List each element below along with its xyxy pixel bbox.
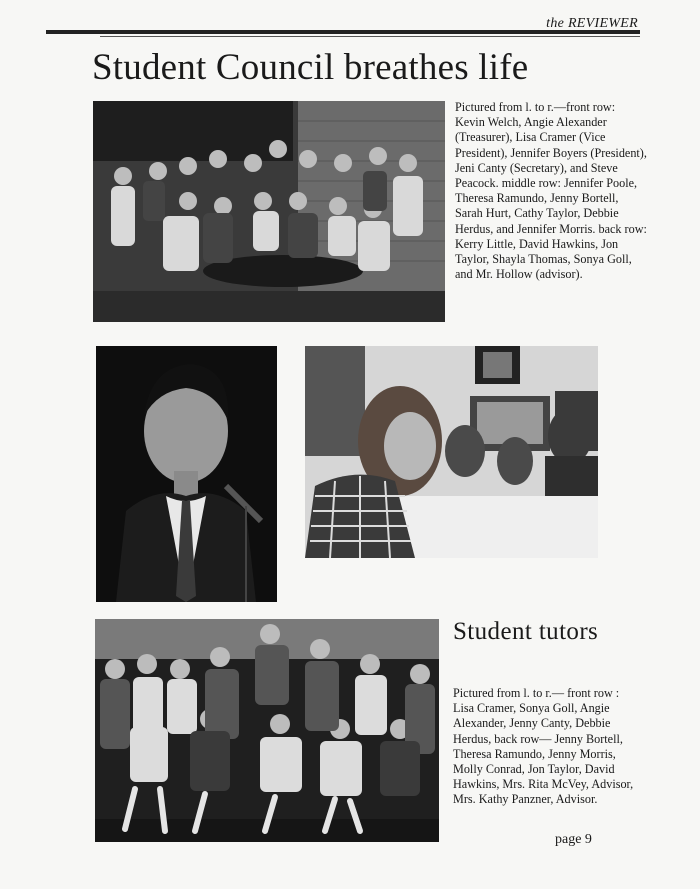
page-number: page 9 [555,832,592,847]
council-photo-caption: Pictured from l. to r.—front row: Kevin Welch, Angie Alexander (Treasurer), Lisa Cramer (Vice President), Jennifer Boyers (President), Jeni Canty (Secretary), and Steve Peacock. middle row: Jennifer Poole, Theresa Ramundo, Jenny Bortell, Sarah Hurt, Cathy Taylor, Debbie Herdus, and Jennifer Morris. back row: Kerry Little, David Hawkins, Jon Taylor, Shayla Thomas, Sonya Goll, and Mr. Hollow (advisor). [455,100,647,282]
tutors-photo-caption: Pictured from l. to r.— front row : Lisa Cramer, Sonya Goll, Angie Alexander, Jenny Canty, Debbie Herdus, back row— Jenny Bortell, Theresa Ramundo, Jenny Morris, Molly Conrad, Jon Taylor, David Hawkins, Mrs. Rita McVey, Advisor, Mrs. Kathy Panzner, Advisor. [453,686,634,807]
tutors-heading: Student tutors [453,618,599,645]
student-tutors-photo [95,619,439,842]
header-rule-thin [100,36,640,37]
council-group-photo [93,101,445,322]
advisor-portrait-photo [96,346,277,602]
page-title: Student Council breathes life [92,47,529,88]
section-label: the REVIEWER [546,16,638,31]
students-meeting-photo [305,346,598,558]
